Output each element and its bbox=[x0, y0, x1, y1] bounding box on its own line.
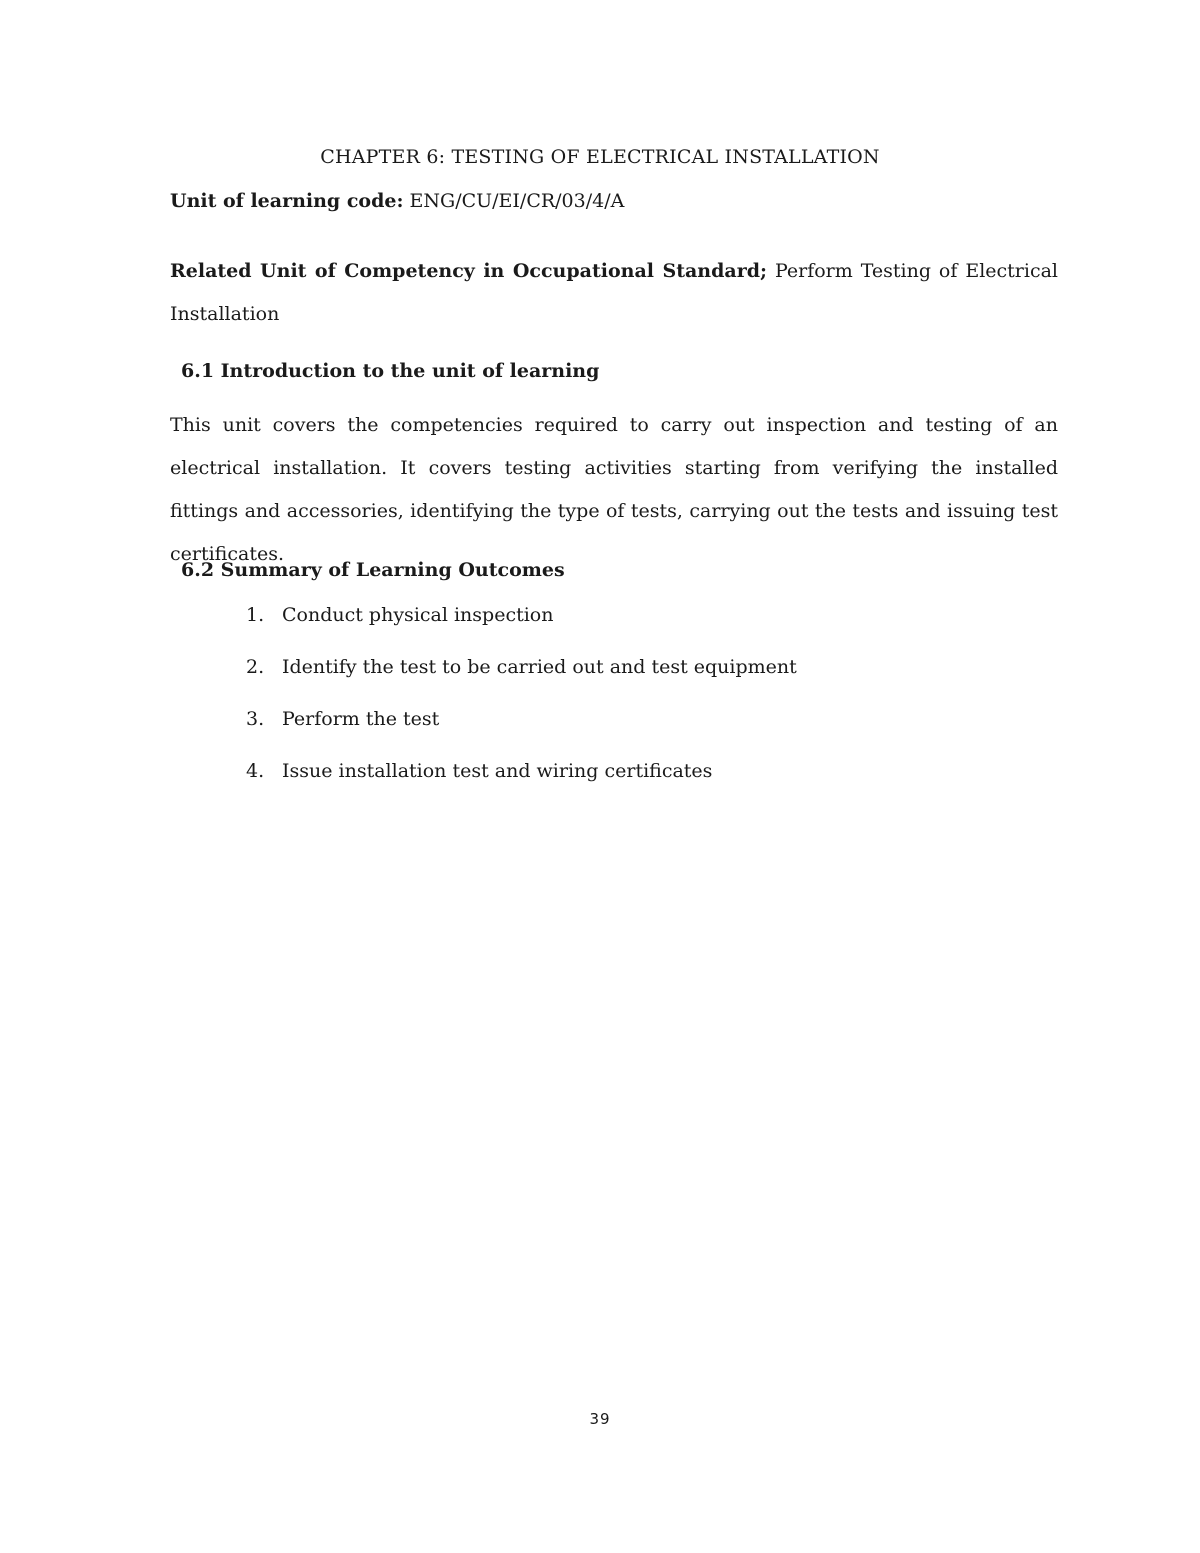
related-unit-paragraph bbox=[170, 250, 1058, 336]
list-item bbox=[246, 656, 797, 708]
list-item-text: Perform the test bbox=[282, 708, 440, 730]
unit-code-value: ENG/CU/EI/CR/03/4/A bbox=[409, 190, 625, 212]
learning-outcomes-list bbox=[246, 604, 797, 812]
related-unit-value: Perform Testing of Electrical Installation bbox=[170, 260, 1058, 325]
list-item bbox=[246, 604, 797, 656]
related-unit-label: Related Unit of Competency in Occupational Standard; bbox=[170, 260, 768, 282]
list-item bbox=[246, 708, 797, 760]
list-item-text: Identify the test to be carried out and test equipment bbox=[282, 656, 797, 678]
page-number: 39 bbox=[589, 1410, 611, 1428]
unit-code-label: Unit of learning code: bbox=[170, 190, 404, 212]
unit-code-line bbox=[170, 190, 624, 212]
list-item-text: Conduct physical inspection bbox=[282, 604, 554, 626]
summary-heading: 6.2 Summary of Learning Outcomes bbox=[181, 559, 565, 581]
list-item-number: 3. bbox=[246, 708, 265, 730]
list-item-number: 2. bbox=[246, 656, 265, 678]
list-item-number: 1. bbox=[246, 604, 265, 626]
intro-heading: 6.1 Introduction to the unit of learning bbox=[181, 360, 600, 382]
list-item-text: Issue installation test and wiring certificates bbox=[282, 760, 713, 782]
list-item bbox=[246, 760, 797, 812]
chapter-title: CHAPTER 6: TESTING OF ELECTRICAL INSTALLATION bbox=[320, 146, 880, 168]
list-item-number: 4. bbox=[246, 760, 265, 782]
intro-body: This unit covers the competencies required to carry out inspection and testing of an electrical installation. It covers testing activities starting from verifying the installed fittings and accessories, identifying the type of tests, carrying out the tests and issuing test certificates. bbox=[170, 414, 1058, 565]
